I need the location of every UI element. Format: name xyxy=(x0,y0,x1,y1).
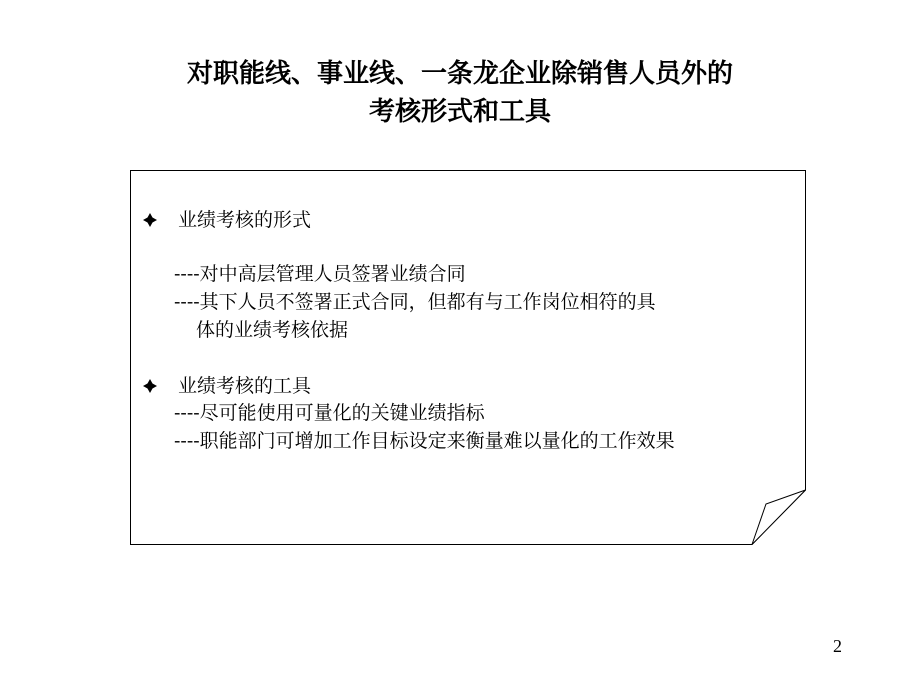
title-line-1: 对职能线、事业线、一条龙企业除销售人员外的 xyxy=(186,59,733,89)
slide-title xyxy=(0,55,920,131)
page-number: 2 xyxy=(833,636,842,656)
section-heading-form: 业绩考核的形式 xyxy=(178,209,312,231)
diamond-bullet-icon xyxy=(142,212,158,228)
list-item: ----其下人员不签署正式合同，但都有与工作岗位相符的具 xyxy=(174,291,656,313)
section-heading-tools: 业绩考核的工具 xyxy=(178,375,312,397)
list-item: ----职能部门可增加工作目标设定来衡量难以量化的工作效果 xyxy=(174,430,675,452)
diamond-bullet-icon xyxy=(142,378,158,394)
card-content xyxy=(130,170,806,545)
list-item: ----尽可能使用可量化的关键业绩指标 xyxy=(174,402,485,424)
content-card xyxy=(130,170,806,545)
list-item: ----对中高层管理人员签署业绩合同 xyxy=(174,263,466,285)
title-line-2: 考核形式和工具 xyxy=(368,97,551,127)
list-item-continuation: 体的业绩考核依据 xyxy=(196,319,349,341)
